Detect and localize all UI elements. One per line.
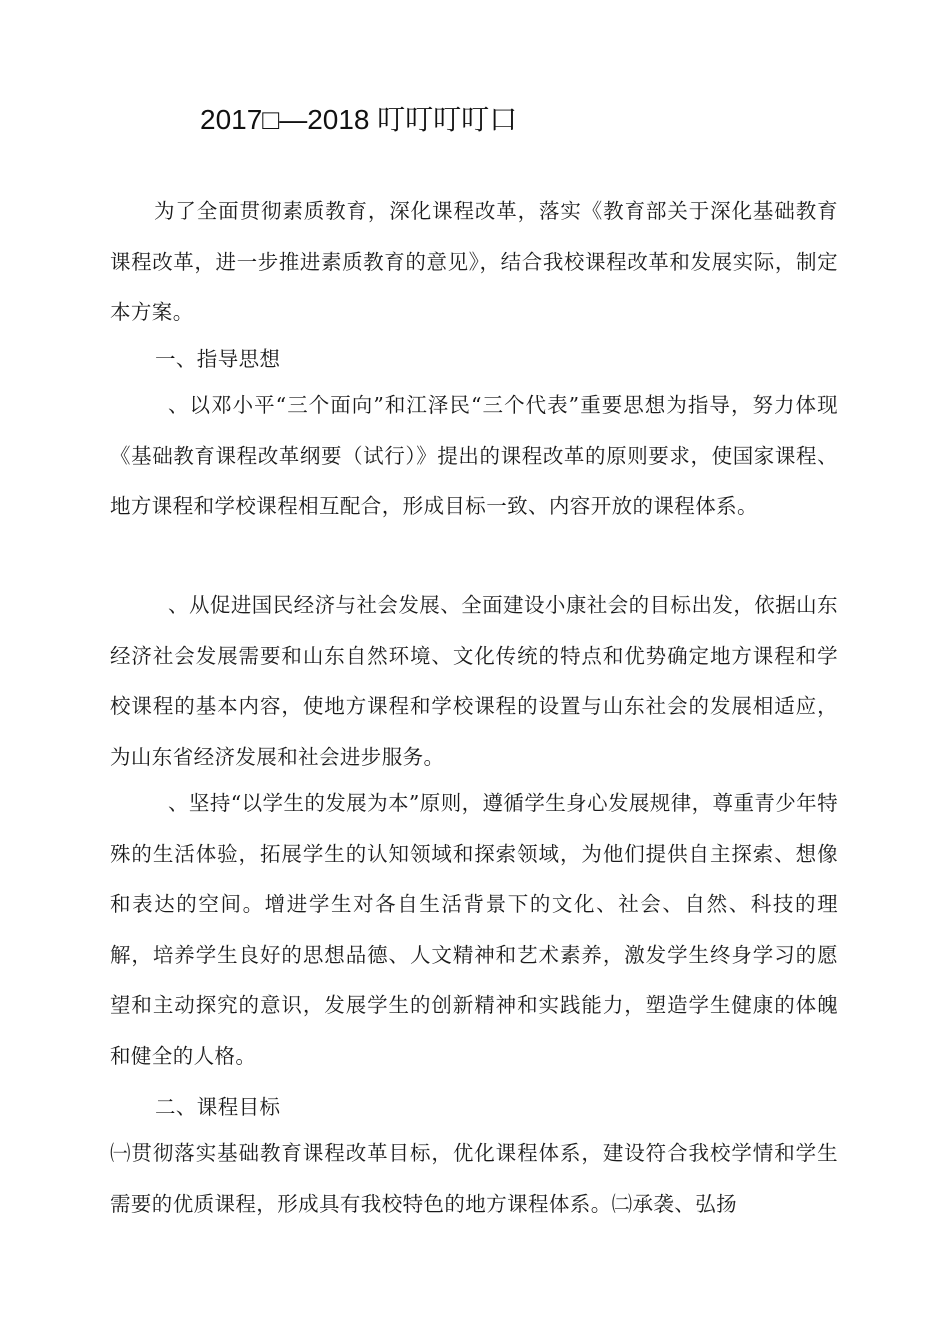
intro-paragraph: 为了全面贯彻素质教育，深化课程改革，落实《教育部关于深化基础教育课程改革，进一步推进素质教育的意见》，结合我校课程改革和发展实际，制定本方案。 [110,199,838,324]
guiding-thought-paragraph-3: 、坚持“以学生的发展为本”原则，遵循学生身心发展规律，尊重青少年特殊的生活体验，拓展学生的认知领域和探索领域，为他们提供自主探索、想像和表达的空间。增进学生对各自生活背景下的文化、社会、自然、科技的理解，培养学生良好的思想品德、人文精神和艺术素养，激发学生终身学习的愿望和主动探究的意识，发展学生的创新精神和实践能力，塑造学生健康的体魄和健全的人格。 [110,791,838,1068]
guiding-thought-paragraph-2: 、从促进国民经济与社会发展、全面建设小康社会的目标出发，依据山东经济社会发展需要和山东自然环境、文化传统的特点和优势确定地方课程和学校课程的基本内容，使地方课程和学校课程的设置与山东社会的发展相适应，为山东省经济发展和社会进步服务。 [110,593,838,769]
section-heading-course-goals: 二、课程目标 [155,1095,281,1119]
course-goals-paragraph-1: ㈠贯彻落实基础教育课程改革目标，优化课程体系，建设符合我校学情和学生需要的优质课程，形成具有我校特色的地方课程体系。㈡承袭、弘扬 [110,1141,838,1216]
section-heading-guiding-thought: 一、指导思想 [155,347,281,371]
guiding-thought-paragraph-1: 、以邓小平“三个面向”和江泽民“三个代表”重要思想为指导，努力体现《基础教育课程改革纲要（试行）》提出的课程改革的原则要求，使国家课程、地方课程和学校课程相互配合，形成目标一致、内容开放的课程体系。 [110,393,838,518]
document-title: 2017□—2018 叮叮叮叮口 [200,104,518,135]
